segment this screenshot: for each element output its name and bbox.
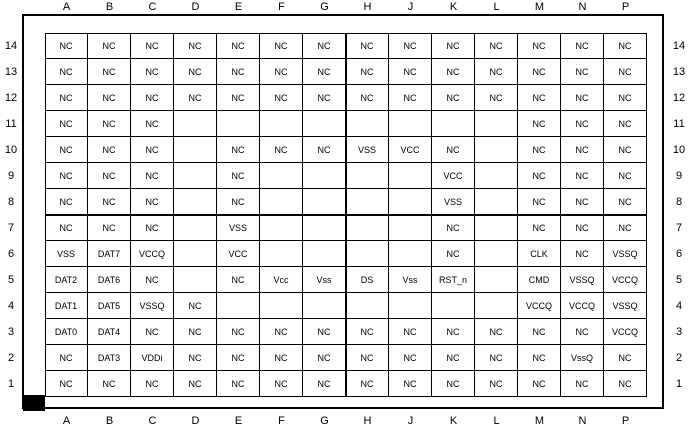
ball-cell bbox=[475, 267, 518, 293]
ball-cell: NC bbox=[432, 319, 475, 345]
ball-cell: NC bbox=[518, 111, 561, 137]
ball-cell: NC bbox=[131, 215, 174, 241]
ball-cell bbox=[260, 163, 303, 189]
ball-cell: NC bbox=[88, 137, 131, 163]
pin1-marker bbox=[23, 395, 45, 411]
ball-cell: NC bbox=[604, 215, 647, 241]
row-label-right: 9 bbox=[675, 170, 683, 182]
ball-cell: VSS bbox=[217, 215, 260, 241]
ball-cell: NC bbox=[217, 371, 260, 397]
ball-cell bbox=[346, 215, 389, 241]
ball-cell bbox=[389, 189, 432, 215]
ball-cell: NC bbox=[432, 137, 475, 163]
ball-cell: NC bbox=[45, 59, 88, 85]
ball-cell: NC bbox=[88, 215, 131, 241]
column-label-top: D bbox=[191, 1, 200, 13]
ball-cell: VCCQ bbox=[604, 267, 647, 293]
ball-cell: NC bbox=[88, 33, 131, 59]
ball-cell: NC bbox=[604, 59, 647, 85]
ball-cell: NC bbox=[518, 189, 561, 215]
ball-cell: NC bbox=[561, 111, 604, 137]
ball-cell: NC bbox=[346, 85, 389, 111]
ball-cell: VssQ bbox=[561, 345, 604, 371]
row-label-left: 10 bbox=[4, 144, 18, 156]
ball-cell: NC bbox=[174, 371, 217, 397]
ball-cell: RST_n bbox=[432, 267, 475, 293]
ball-cell: VDDi bbox=[131, 345, 174, 371]
column-label-bottom: F bbox=[278, 415, 285, 427]
column-label-top: E bbox=[234, 1, 243, 13]
column-label-bottom: E bbox=[234, 415, 243, 427]
row-label-right: 12 bbox=[672, 92, 686, 104]
row-label-right: 4 bbox=[675, 300, 683, 312]
ball-cell: NC bbox=[260, 59, 303, 85]
ball-cell: VCC bbox=[432, 163, 475, 189]
ball-cell bbox=[389, 163, 432, 189]
ball-cell: NC bbox=[131, 59, 174, 85]
column-label-top: L bbox=[493, 1, 500, 13]
ball-cell: NC bbox=[131, 33, 174, 59]
ball-cell: NC bbox=[131, 85, 174, 111]
ball-cell bbox=[346, 189, 389, 215]
column-label-bottom: N bbox=[578, 415, 587, 427]
ball-cell: NC bbox=[604, 137, 647, 163]
ball-cell: NC bbox=[475, 33, 518, 59]
ball-cell: NC bbox=[88, 163, 131, 189]
ball-cell bbox=[174, 241, 217, 267]
ball-cell bbox=[217, 111, 260, 137]
ball-cell: VSSQ bbox=[131, 293, 174, 319]
ball-cell bbox=[174, 137, 217, 163]
ball-cell: NC bbox=[561, 215, 604, 241]
ball-cell bbox=[174, 163, 217, 189]
ball-cell: VSS bbox=[45, 241, 88, 267]
ball-cell: VCCQ bbox=[561, 293, 604, 319]
column-label-top: M bbox=[534, 1, 545, 13]
ball-cell: NC bbox=[217, 345, 260, 371]
ball-cell: VCC bbox=[217, 241, 260, 267]
row-label-left: 14 bbox=[4, 40, 18, 52]
ball-cell: NC bbox=[389, 319, 432, 345]
ball-cell: NC bbox=[518, 59, 561, 85]
ball-cell: NC bbox=[45, 215, 88, 241]
ball-cell: NC bbox=[88, 189, 131, 215]
ball-cell: VCCQ bbox=[518, 293, 561, 319]
ball-cell: NC bbox=[432, 345, 475, 371]
column-label-top: P bbox=[621, 1, 630, 13]
ball-cell: NC bbox=[303, 59, 346, 85]
ball-cell bbox=[346, 293, 389, 319]
row-label-right: 10 bbox=[672, 144, 686, 156]
column-label-bottom: D bbox=[191, 415, 200, 427]
column-label-bottom: M bbox=[534, 415, 545, 427]
ball-cell bbox=[174, 267, 217, 293]
ball-cell: VSSQ bbox=[604, 241, 647, 267]
ball-cell: NC bbox=[561, 319, 604, 345]
ball-cell: NC bbox=[303, 371, 346, 397]
ball-cell: VCCQ bbox=[131, 241, 174, 267]
ball-cell: NC bbox=[131, 111, 174, 137]
ball-cell: NC bbox=[174, 319, 217, 345]
ball-cell: NC bbox=[518, 215, 561, 241]
ball-cell bbox=[303, 163, 346, 189]
ball-cell: NC bbox=[45, 111, 88, 137]
ball-cell: NC bbox=[432, 215, 475, 241]
ball-cell bbox=[303, 189, 346, 215]
ball-cell: NC bbox=[604, 85, 647, 111]
column-label-bottom: J bbox=[407, 415, 414, 427]
ball-cell: NC bbox=[45, 137, 88, 163]
ball-cell: VSS bbox=[432, 189, 475, 215]
row-label-left: 9 bbox=[7, 170, 15, 182]
ball-cell bbox=[260, 293, 303, 319]
ball-cell: NC bbox=[475, 345, 518, 371]
row-label-right: 8 bbox=[675, 196, 683, 208]
row-label-right: 11 bbox=[673, 118, 685, 130]
ball-cell: NC bbox=[518, 137, 561, 163]
ball-cell: NC bbox=[303, 345, 346, 371]
ball-cell: NC bbox=[303, 33, 346, 59]
ball-cell bbox=[303, 215, 346, 241]
ball-cell: NC bbox=[604, 33, 647, 59]
column-label-bottom: C bbox=[148, 415, 157, 427]
row-label-right: 2 bbox=[675, 352, 683, 364]
ball-cell: NC bbox=[217, 59, 260, 85]
ball-cell: NC bbox=[174, 85, 217, 111]
column-label-bottom: L bbox=[493, 415, 500, 427]
ball-cell: NC bbox=[561, 33, 604, 59]
ball-cell: NC bbox=[389, 33, 432, 59]
ball-cell bbox=[260, 189, 303, 215]
ball-cell: NC bbox=[432, 241, 475, 267]
ball-cell: NC bbox=[303, 85, 346, 111]
ball-cell: NC bbox=[45, 163, 88, 189]
ball-cell: NC bbox=[303, 137, 346, 163]
ball-cell: NC bbox=[131, 189, 174, 215]
ball-cell bbox=[432, 111, 475, 137]
ball-cell: NC bbox=[475, 85, 518, 111]
ball-cell: NC bbox=[217, 137, 260, 163]
ball-cell: NC bbox=[346, 33, 389, 59]
ball-cell: NC bbox=[45, 33, 88, 59]
ball-cell: NC bbox=[561, 371, 604, 397]
ball-cell: NC bbox=[475, 371, 518, 397]
ball-cell: DS bbox=[346, 267, 389, 293]
ball-cell: DAT1 bbox=[45, 293, 88, 319]
ball-cell bbox=[432, 293, 475, 319]
ball-cell: NC bbox=[561, 137, 604, 163]
ball-cell: NC bbox=[346, 345, 389, 371]
row-label-left: 8 bbox=[7, 196, 15, 208]
ball-cell bbox=[389, 241, 432, 267]
ball-cell: NC bbox=[475, 59, 518, 85]
ball-cell: NC bbox=[260, 319, 303, 345]
column-label-bottom: K bbox=[449, 415, 458, 427]
ball-cell bbox=[475, 293, 518, 319]
ball-cell bbox=[346, 163, 389, 189]
ball-cell: NC bbox=[217, 163, 260, 189]
ball-cell: NC bbox=[88, 111, 131, 137]
ball-cell: DAT4 bbox=[88, 319, 131, 345]
ball-cell bbox=[303, 241, 346, 267]
row-label-right: 7 bbox=[675, 222, 683, 234]
row-label-left: 2 bbox=[7, 352, 15, 364]
ball-cell: NC bbox=[389, 85, 432, 111]
ball-cell: NC bbox=[389, 371, 432, 397]
ball-cell: NC bbox=[174, 345, 217, 371]
ball-cell: VSSQ bbox=[604, 293, 647, 319]
ball-cell: DAT2 bbox=[45, 267, 88, 293]
ball-cell: Vcc bbox=[260, 267, 303, 293]
ball-cell: NC bbox=[604, 163, 647, 189]
ball-cell: VSSQ bbox=[561, 267, 604, 293]
ball-cell: NC bbox=[475, 319, 518, 345]
ball-cell: NC bbox=[174, 33, 217, 59]
ball-cell bbox=[475, 111, 518, 137]
ball-cell: NC bbox=[217, 319, 260, 345]
ball-cell bbox=[174, 189, 217, 215]
ball-cell: Vss bbox=[389, 267, 432, 293]
column-label-top: F bbox=[278, 1, 285, 13]
ball-cell: NC bbox=[88, 59, 131, 85]
ball-cell bbox=[303, 111, 346, 137]
row-label-right: 5 bbox=[675, 274, 683, 286]
ball-cell: NC bbox=[604, 371, 647, 397]
ball-cell: NC bbox=[217, 33, 260, 59]
ball-cell: NC bbox=[432, 59, 475, 85]
ball-cell bbox=[174, 215, 217, 241]
ball-cell: VCCQ bbox=[604, 319, 647, 345]
row-label-right: 3 bbox=[675, 326, 683, 338]
ball-cell bbox=[475, 215, 518, 241]
row-label-right: 1 bbox=[675, 378, 683, 390]
ball-cell: CLK bbox=[518, 241, 561, 267]
ball-cell: NC bbox=[174, 59, 217, 85]
ball-cell: NC bbox=[604, 189, 647, 215]
ball-cell: NC bbox=[45, 189, 88, 215]
ball-cell: NC bbox=[346, 371, 389, 397]
ball-cell: NC bbox=[45, 345, 88, 371]
ball-cell: NC bbox=[561, 59, 604, 85]
ball-cell: NC bbox=[561, 85, 604, 111]
ball-cell bbox=[389, 293, 432, 319]
row-label-left: 3 bbox=[7, 326, 15, 338]
ball-cell: NC bbox=[561, 163, 604, 189]
ball-cell bbox=[260, 215, 303, 241]
ball-cell bbox=[260, 241, 303, 267]
ball-cell: NC bbox=[561, 241, 604, 267]
ball-cell: NC bbox=[217, 189, 260, 215]
ball-cell: DAT3 bbox=[88, 345, 131, 371]
ball-cell: NC bbox=[303, 319, 346, 345]
ball-cell bbox=[174, 111, 217, 137]
ball-cell bbox=[475, 163, 518, 189]
ball-cell bbox=[303, 293, 346, 319]
ball-cell: NC bbox=[518, 319, 561, 345]
column-label-bottom: B bbox=[105, 415, 114, 427]
ball-cell: VSS bbox=[346, 137, 389, 163]
row-label-right: 6 bbox=[675, 248, 683, 260]
ball-cell: NC bbox=[174, 293, 217, 319]
ball-cell: DAT6 bbox=[88, 267, 131, 293]
ball-cell: NC bbox=[432, 371, 475, 397]
row-label-left: 7 bbox=[7, 222, 15, 234]
row-label-right: 13 bbox=[672, 66, 686, 78]
row-label-left: 6 bbox=[7, 248, 15, 260]
ball-cell: NC bbox=[260, 137, 303, 163]
column-label-top: N bbox=[578, 1, 587, 13]
ball-cell bbox=[475, 241, 518, 267]
column-label-bottom: P bbox=[621, 415, 630, 427]
column-label-bottom: A bbox=[62, 415, 71, 427]
ball-cell: NC bbox=[604, 345, 647, 371]
column-label-top: K bbox=[449, 1, 458, 13]
row-label-right: 14 bbox=[672, 40, 686, 52]
row-label-left: 4 bbox=[7, 300, 15, 312]
row-label-left: 13 bbox=[4, 66, 18, 78]
column-label-bottom: G bbox=[320, 415, 329, 427]
ball-cell: NC bbox=[260, 33, 303, 59]
ball-cell: DAT0 bbox=[45, 319, 88, 345]
ball-cell: NC bbox=[45, 85, 88, 111]
ball-cell: VCC bbox=[389, 137, 432, 163]
ball-cell: DAT5 bbox=[88, 293, 131, 319]
ball-cell: NC bbox=[346, 319, 389, 345]
ball-cell: NC bbox=[131, 163, 174, 189]
ball-cell bbox=[346, 111, 389, 137]
column-label-top: B bbox=[105, 1, 114, 13]
ball-cell bbox=[346, 241, 389, 267]
ball-cell: NC bbox=[518, 85, 561, 111]
ball-cell: NC bbox=[346, 59, 389, 85]
ball-cell bbox=[389, 111, 432, 137]
ball-cell bbox=[217, 293, 260, 319]
ball-cell: NC bbox=[131, 137, 174, 163]
ball-cell bbox=[475, 189, 518, 215]
ball-cell: NC bbox=[217, 85, 260, 111]
ball-cell: NC bbox=[260, 371, 303, 397]
ball-cell: NC bbox=[389, 345, 432, 371]
ball-cell: NC bbox=[518, 371, 561, 397]
ball-cell: Vss bbox=[303, 267, 346, 293]
ball-cell: NC bbox=[518, 345, 561, 371]
ball-cell: NC bbox=[432, 85, 475, 111]
ball-cell: NC bbox=[131, 371, 174, 397]
ball-cell: NC bbox=[389, 59, 432, 85]
center-divider-horizontal bbox=[45, 214, 647, 216]
ball-cell: CMD bbox=[518, 267, 561, 293]
column-label-top: A bbox=[62, 1, 71, 13]
ball-cell bbox=[389, 215, 432, 241]
ball-cell: NC bbox=[518, 33, 561, 59]
ball-cell: NC bbox=[88, 85, 131, 111]
ball-cell: NC bbox=[217, 267, 260, 293]
ball-cell: NC bbox=[432, 33, 475, 59]
ball-cell: NC bbox=[518, 163, 561, 189]
column-label-top: J bbox=[407, 1, 414, 13]
ball-cell bbox=[260, 111, 303, 137]
column-label-top: C bbox=[148, 1, 157, 13]
row-label-left: 5 bbox=[7, 274, 15, 286]
ball-cell: NC bbox=[131, 267, 174, 293]
ball-cell: NC bbox=[45, 371, 88, 397]
ball-cell: DAT7 bbox=[88, 241, 131, 267]
row-label-left: 11 bbox=[5, 118, 17, 130]
ball-cell: NC bbox=[260, 85, 303, 111]
row-label-left: 12 bbox=[4, 92, 18, 104]
column-label-top: H bbox=[363, 1, 372, 13]
ball-cell: NC bbox=[561, 189, 604, 215]
ball-cell: NC bbox=[604, 111, 647, 137]
row-label-left: 1 bbox=[7, 378, 15, 390]
ball-cell: NC bbox=[131, 319, 174, 345]
column-label-bottom: H bbox=[363, 415, 372, 427]
ball-cell bbox=[475, 137, 518, 163]
ball-cell: NC bbox=[260, 345, 303, 371]
ball-cell: NC bbox=[88, 371, 131, 397]
column-label-top: G bbox=[320, 1, 329, 13]
